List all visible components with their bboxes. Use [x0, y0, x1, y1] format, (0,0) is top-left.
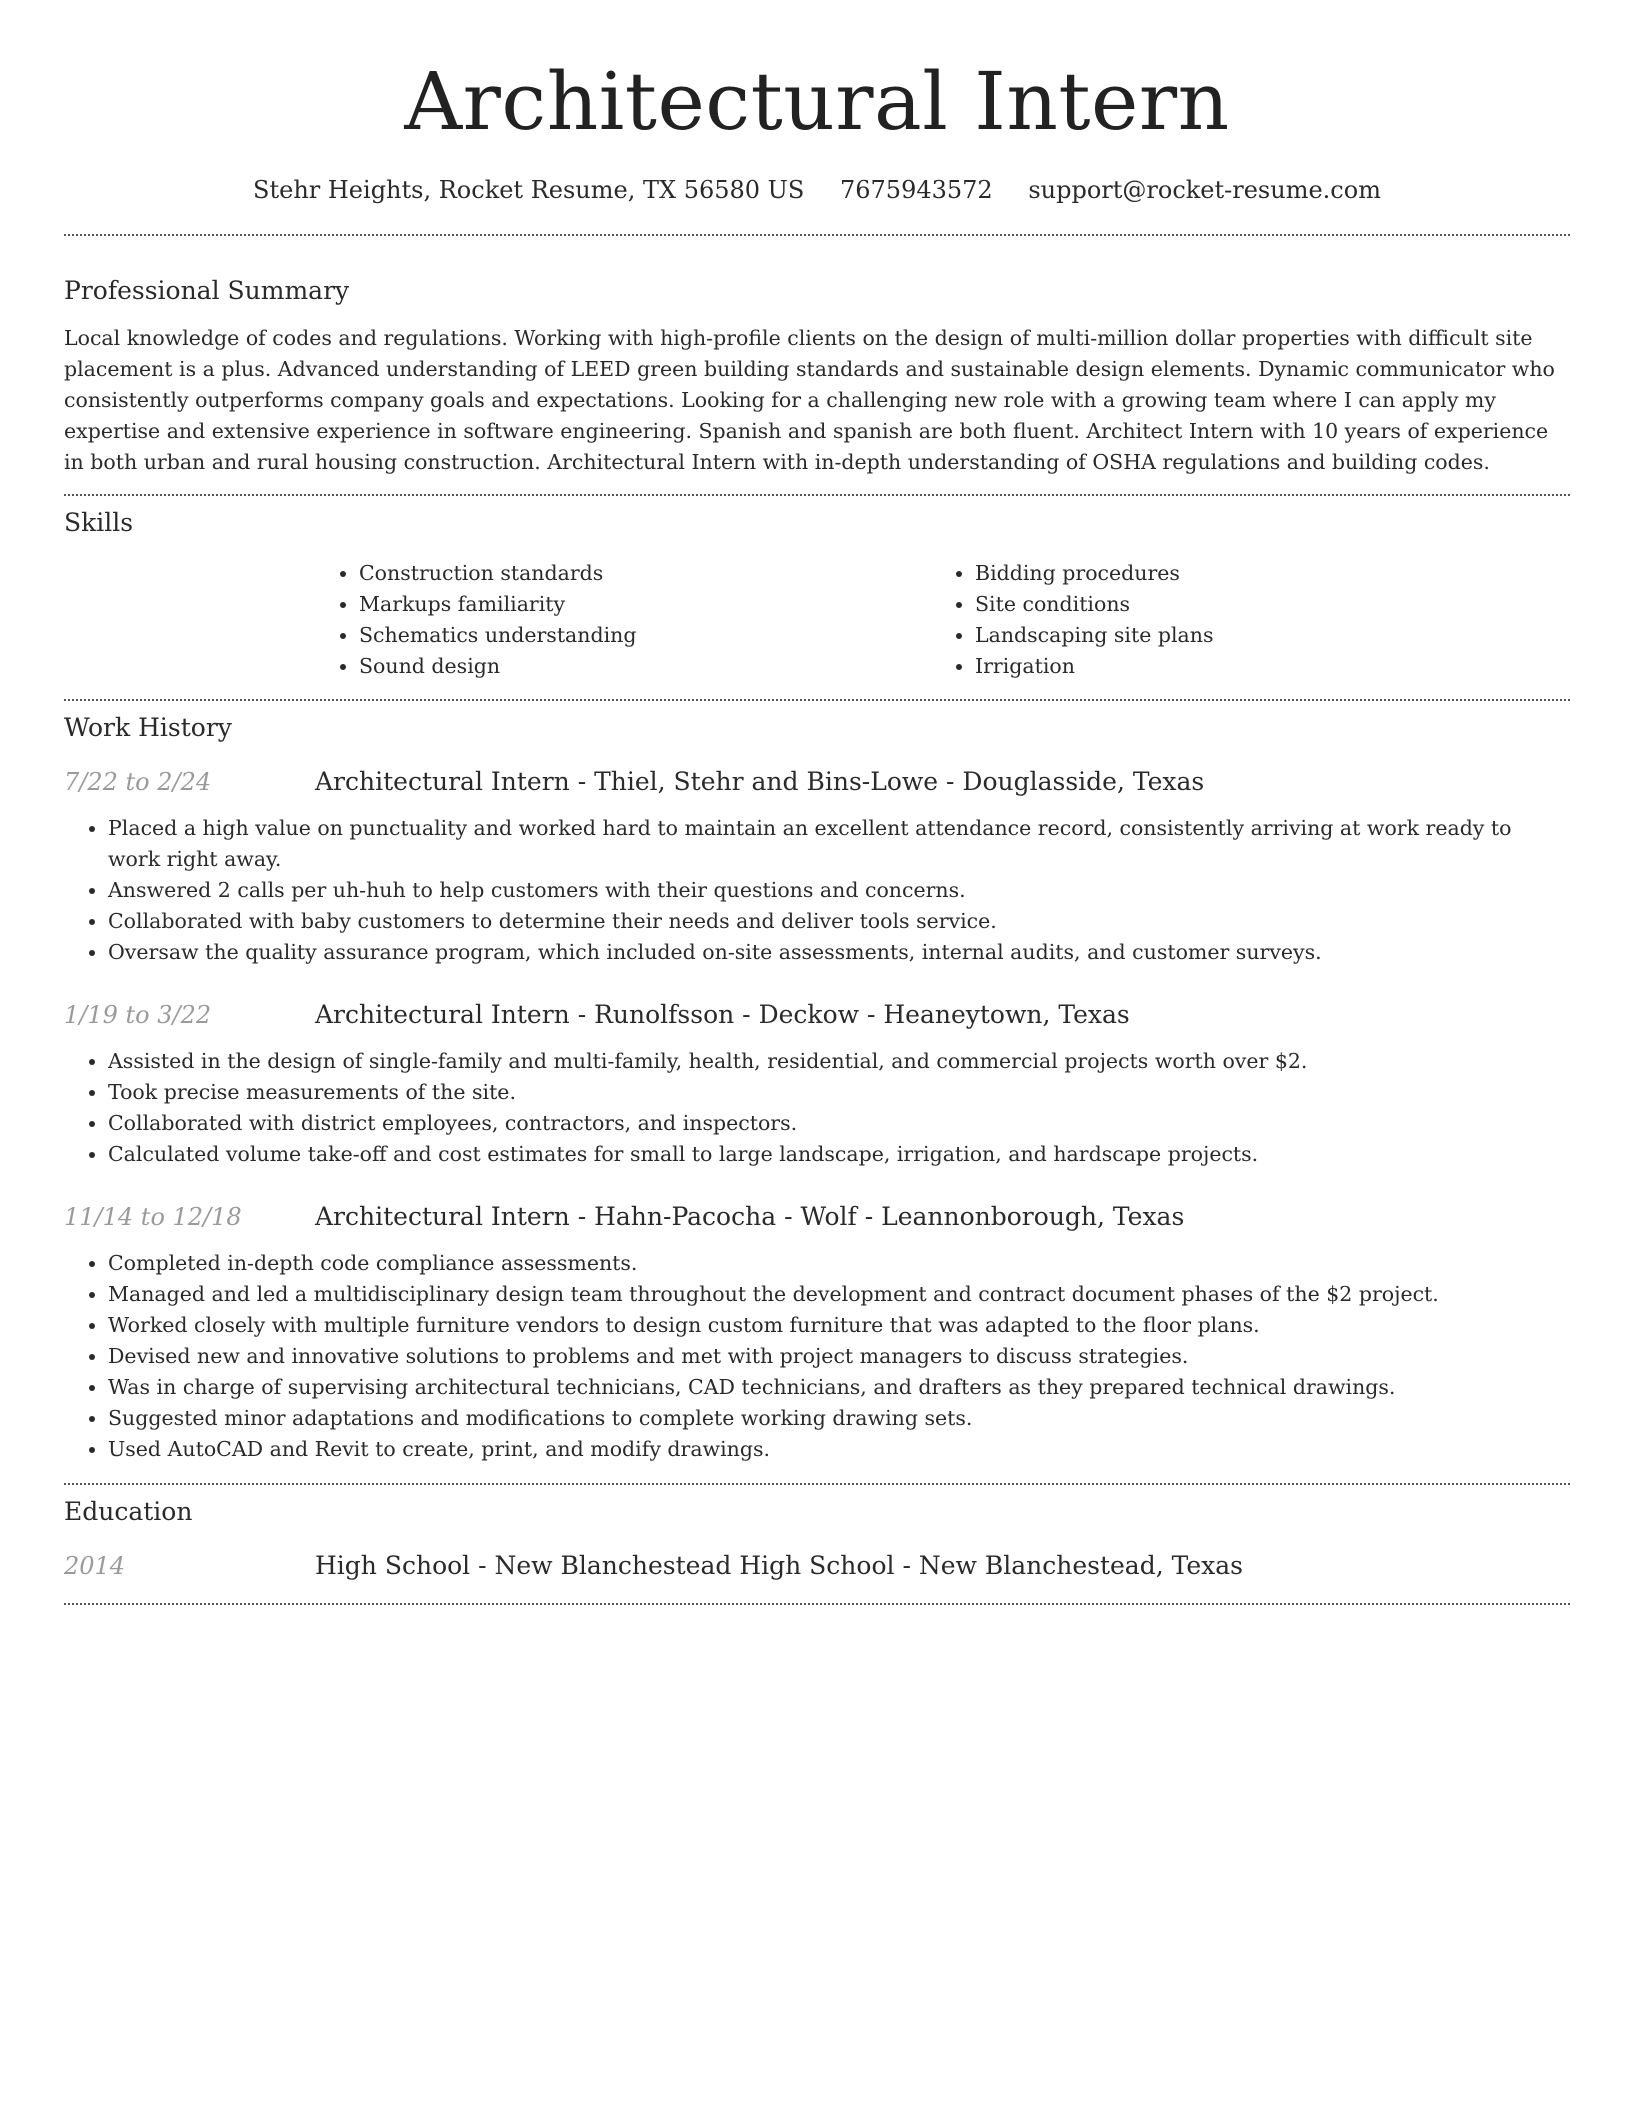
- skills-list: [315, 558, 1570, 682]
- education-date: 2014: [64, 1552, 126, 1580]
- job-bullet: • Answered 2 calls per uh-huh to help customers with their questions and concerns.: [108, 875, 1570, 906]
- job-title: Architectural Intern - Runolfsson - Deckow - Heaneytown, Texas: [315, 1000, 1130, 1029]
- skill-item: • Bidding procedures: [975, 558, 1547, 589]
- job-entry: [64, 1200, 1570, 1465]
- section-title-education: Education: [64, 1497, 193, 1526]
- job-bullet: • Assisted in the design of single-family and multi-family, health, residential, and commercial projects worth over $2.: [108, 1046, 1570, 1077]
- job-bullet: • Collaborated with baby customers to determine their needs and deliver tools service.: [108, 906, 1570, 937]
- job-bullet: • Calculated volume take-off and cost estimates for small to large landscape, irrigation, and hardscape projects.: [108, 1139, 1570, 1170]
- job-bullet: • Completed in-depth code compliance assessments.: [108, 1248, 1570, 1279]
- skill-item: • Irrigation: [975, 651, 1547, 682]
- work-history-section: [64, 711, 1570, 1465]
- section-title-skills: Skills: [64, 508, 134, 537]
- skill-item: • Landscaping site plans: [975, 620, 1547, 651]
- job-header: [64, 1200, 1570, 1234]
- skill-item: • Schematics understanding: [359, 620, 931, 651]
- job-dates: 1/19 to 3/22: [64, 1001, 212, 1029]
- job-entry: [64, 765, 1570, 968]
- skills-column-left: [315, 558, 931, 682]
- skills-section: [64, 506, 1570, 682]
- skill-item: • Construction standards: [359, 558, 931, 589]
- contact-phone: 7675943572: [839, 176, 993, 204]
- divider: [64, 234, 1570, 236]
- job-bullet: • Worked closely with multiple furniture vendors to design custom furniture that was adapted to the floor plans.: [108, 1310, 1570, 1341]
- job-bullet: • Suggested minor adaptations and modifications to complete working drawing sets.: [108, 1403, 1570, 1434]
- job-entry: [64, 998, 1570, 1170]
- job-bullet: • Placed a high value on punctuality and worked hard to maintain an excellent attendance record, consistently arriving at work ready to work right away.: [108, 813, 1570, 875]
- divider: [64, 1603, 1570, 1605]
- job-header: [64, 765, 1570, 799]
- education-section: [64, 1495, 1570, 1583]
- job-bullets: [64, 1046, 1570, 1170]
- contact-address: Stehr Heights, Rocket Resume, TX 56580 US: [253, 176, 805, 204]
- divider: [64, 1483, 1570, 1485]
- skill-item: • Sound design: [359, 651, 931, 682]
- summary-text: Local knowledge of codes and regulations. Working with high-profile clients on the design of multi-million dollar properties with difficult site placement is a plus. Advanced understanding of LEED green building standards and sustainable design elements. Dynamic communicator who consistently outperforms company goals and expectations. Looking for a challenging new role with a growing team where I can apply my expertise and extensive experience in software engineering. Spanish and spanish are both fluent. Architect Intern with 10 years of experience in both urban and rural housing construction. Architectural Intern with in-depth understanding of OSHA regulations and building codes.: [64, 326, 1555, 474]
- contact-email: support@rocket-resume.com: [1028, 176, 1381, 204]
- job-title: Architectural Intern - Hahn-Pacocha - Wolf - Leannonborough, Texas: [315, 1202, 1185, 1231]
- divider: [64, 494, 1570, 496]
- job-bullet: • Oversaw the quality assurance program, which included on-site assessments, internal audits, and customer surveys.: [108, 937, 1570, 968]
- skills-column-right: [931, 558, 1547, 682]
- job-header: [64, 998, 1570, 1032]
- contact-line: [64, 172, 1570, 208]
- education-title: High School - New Blanchestead High School - New Blanchestead, Texas: [315, 1551, 1243, 1580]
- job-bullet: • Collaborated with district employees, contractors, and inspectors.: [108, 1108, 1570, 1139]
- resume-name: Architectural Intern: [404, 55, 1230, 148]
- job-bullet: • Devised new and innovative solutions to problems and met with project managers to discuss strategies.: [108, 1341, 1570, 1372]
- summary-section: [64, 274, 1570, 478]
- section-title-work: Work History: [64, 713, 232, 742]
- resume-page: [64, 0, 1570, 1605]
- job-bullet: • Was in charge of supervising architectural technicians, CAD technicians, and drafters as they prepared technical drawings.: [108, 1372, 1570, 1403]
- education-entry: [64, 1549, 1570, 1583]
- job-bullet: • Took precise measurements of the site.: [108, 1077, 1570, 1108]
- job-bullets: [64, 813, 1570, 968]
- skill-item: • Markups familiarity: [359, 589, 931, 620]
- job-bullet: • Used AutoCAD and Revit to create, print, and modify drawings.: [108, 1434, 1570, 1465]
- job-dates: 11/14 to 12/18: [64, 1203, 242, 1231]
- job-dates: 7/22 to 2/24: [64, 768, 212, 796]
- job-title: Architectural Intern - Thiel, Stehr and Bins-Lowe - Douglasside, Texas: [315, 767, 1205, 796]
- section-title-summary: Professional Summary: [64, 276, 350, 305]
- skill-item: • Site conditions: [975, 589, 1547, 620]
- divider: [64, 699, 1570, 701]
- job-bullet: • Managed and led a multidisciplinary design team throughout the development and contract document phases of the $2 project.: [108, 1279, 1570, 1310]
- job-bullets: [64, 1248, 1570, 1465]
